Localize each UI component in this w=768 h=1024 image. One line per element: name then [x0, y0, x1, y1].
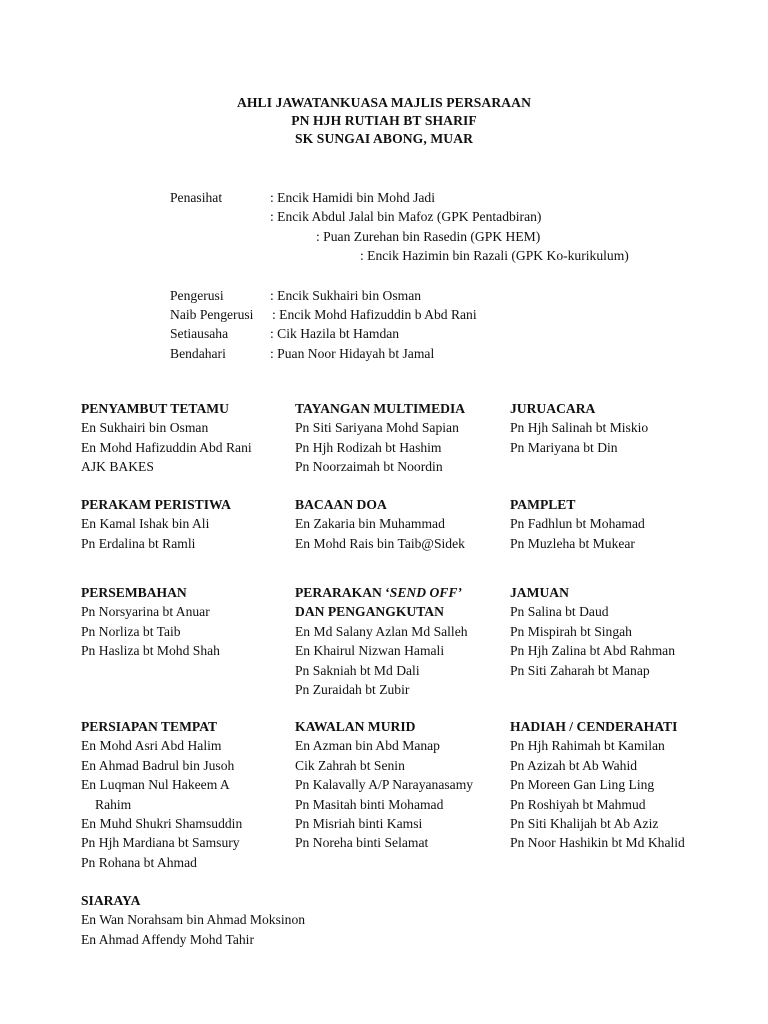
committee-jamuan	[510, 583, 725, 680]
committee-persembahan	[81, 583, 296, 661]
committee-member: En Khairul Nizwan Hamali	[295, 643, 445, 659]
officer-value: : Encik Mohd Hafizuddin b Abd Rani	[272, 306, 477, 322]
committee-member: AJK BAKES	[81, 459, 154, 475]
committee-member: Pn Noorzaimah bt Noordin	[295, 459, 443, 475]
committee-member: Pn Hjh Salinah bt Miskio	[510, 420, 649, 436]
officer-value: : Puan Noor Hidayah bt Jamal	[270, 345, 435, 361]
committee-kawalan-murid	[295, 717, 510, 853]
committee-member: En Kamal Ishak bin Ali	[81, 516, 210, 532]
committee-title: PAMPLET	[510, 497, 576, 512]
committee-title: PERSIAPAN TEMPAT	[81, 719, 218, 734]
committee-title: PERAKAM PERISTIWA	[81, 497, 231, 512]
committee-title: PENYAMBUT TETAMU	[81, 401, 229, 416]
officer-row	[170, 324, 730, 343]
officer-value: : Encik Sukhairi bin Osman	[270, 287, 422, 303]
committee-member: Pn Mariyana bt Din	[510, 439, 618, 455]
committee-member: Pn Hjh Mardiana bt Samsury	[81, 835, 240, 851]
penasihat-row	[170, 227, 730, 246]
committee-penyambut-tetamu	[81, 399, 296, 477]
committee-member: En Sukhairi bin Osman	[81, 420, 209, 436]
committee-member: En Wan Norahsam bin Ahmad Moksinon	[81, 912, 306, 928]
officer-label: Pengerusi	[170, 287, 224, 303]
title-line-2: PN HJH RUTIAH BT SHARIF	[291, 113, 477, 128]
penasihat-row	[170, 188, 730, 207]
committee-perakam-peristiwa	[81, 495, 296, 553]
penasihat-label: Penasihat	[170, 190, 223, 205]
committee-member: Pn Hjh Zalina bt Abd Rahman	[510, 643, 675, 659]
committee-member: En Azman bin Abd Manap	[295, 738, 440, 754]
committee-member: Cik Zahrah bt Senin	[295, 757, 405, 773]
officer-label: Naib Pengerusi	[170, 306, 254, 322]
officer-label: Setiausaha	[170, 326, 229, 342]
title-line-1: AHLI JAWATANKUASA MAJLIS PERSARAAN	[236, 95, 532, 110]
officer-label: Bendahari	[170, 345, 226, 361]
committee-title: TAYANGAN MULTIMEDIA	[295, 401, 466, 416]
committee-member-continued: Rahim	[95, 796, 132, 812]
committee-title: PERSEMBAHAN	[81, 585, 187, 600]
committee-member: Pn Azizah bt Ab Wahid	[510, 757, 638, 773]
committee-member: Pn Roshiyah bt Mahmud	[510, 796, 646, 812]
committee-member: Pn Mispirah bt Singah	[510, 623, 632, 639]
committee-member: En Mohd Hafizuddin Abd Rani	[81, 439, 252, 455]
committee-member: Pn Hjh Rodizah bt Hashim	[295, 439, 442, 455]
committee-member: En Zakaria bin Muhammad	[295, 516, 445, 532]
committee-hadiah-cenderahati	[510, 717, 725, 853]
committee-member: Pn Erdalina bt Ramli	[81, 535, 196, 551]
committee-member: En Md Salany Azlan Md Salleh	[295, 623, 468, 639]
committee-member: En Luqman Nul Hakeem A	[81, 777, 230, 793]
committee-title: BACAAN DOA	[295, 497, 387, 512]
penasihat-row	[170, 207, 730, 226]
committee-member: En Mohd Rais bin Taib@Sidek	[295, 535, 465, 551]
committee-title-italic: SEND OFF’	[389, 585, 462, 600]
penasihat-value: : Encik Hazimin bin Razali (GPK Ko-kurikulum)	[360, 248, 629, 264]
committee-member: Pn Kalavally A/P Narayanasamy	[295, 777, 474, 793]
committee-title: JAMUAN	[510, 585, 569, 600]
committee-title-part: PERARAKAN ‘	[295, 585, 390, 600]
committee-member: Pn Noor Hashikin bt Md Khalid	[510, 835, 685, 851]
committee-juruacara	[510, 399, 725, 457]
committee-title: KAWALAN MURID	[295, 719, 416, 734]
committee-member: Pn Norsyarina bt Anuar	[81, 604, 210, 620]
committee-persiapan-tempat	[81, 717, 296, 872]
committee-member: Pn Moreen Gan Ling Ling	[510, 777, 655, 793]
committee-member: Pn Hjh Rahimah bt Kamilan	[510, 738, 665, 754]
committee-member: Pn Zuraidah bt Zubir	[295, 681, 410, 697]
officer-row	[170, 286, 730, 305]
officer-row	[170, 344, 730, 363]
penasihat-value: : Encik Abdul Jalal bin Mafoz (GPK Pentadbiran)	[270, 209, 542, 225]
committee-title: SIARAYA	[81, 893, 141, 908]
committee-member: Pn Noreha binti Selamat	[295, 835, 429, 851]
committee-title: JURUACARA	[510, 401, 596, 416]
committee-member: Pn Siti Sariyana Mohd Sapian	[295, 420, 459, 436]
committee-title-continued: DAN PENGANGKUTAN	[295, 604, 444, 620]
penasihat-value: : Puan Zurehan bin Rasedin (GPK HEM)	[316, 228, 541, 244]
committee-member: En Muhd Shukri Shamsuddin	[81, 815, 243, 831]
committee-member: En Ahmad Affendy Mohd Tahir	[81, 931, 254, 947]
officials-section	[170, 188, 730, 363]
committee-title	[295, 583, 510, 602]
committee-bacaan-doa	[295, 495, 510, 553]
committee-perarakan	[295, 583, 510, 699]
committee-pamplet	[510, 495, 725, 553]
penasihat-value: : Encik Hamidi bin Mohd Jadi	[270, 190, 435, 205]
committee-member: Pn Sakniah bt Md Dali	[295, 662, 420, 678]
committee-member: En Mohd Asri Abd Halim	[81, 738, 222, 754]
title-line-3: SK SUNGAI ABONG, MUAR	[294, 131, 474, 146]
penasihat-row	[170, 246, 730, 265]
committee-member: Pn Siti Zaharah bt Manap	[510, 662, 650, 678]
committee-tayangan-multimedia	[295, 399, 510, 477]
committee-member: Pn Misriah binti Kamsi	[295, 815, 423, 831]
officer-value: : Cik Hazila bt Hamdan	[270, 326, 400, 342]
committee-title: HADIAH / CENDERAHATI	[510, 719, 678, 734]
committee-siaraya	[81, 891, 381, 949]
committee-member: Pn Masitah binti Mohamad	[295, 796, 444, 812]
document-title	[0, 94, 768, 148]
officer-row	[170, 305, 730, 324]
committee-member: En Ahmad Badrul bin Jusoh	[81, 757, 235, 773]
committee-member: Pn Fadhlun bt Mohamad	[510, 516, 645, 532]
committee-member: Pn Rohana bt Ahmad	[81, 854, 197, 870]
committee-member: Pn Salina bt Daud	[510, 604, 609, 620]
committee-member: Pn Siti Khalijah bt Ab Aziz	[510, 815, 659, 831]
committee-member: Pn Hasliza bt Mohd Shah	[81, 643, 220, 659]
committee-member: Pn Norliza bt Taib	[81, 623, 181, 639]
committee-member: Pn Muzleha bt Mukear	[510, 535, 635, 551]
